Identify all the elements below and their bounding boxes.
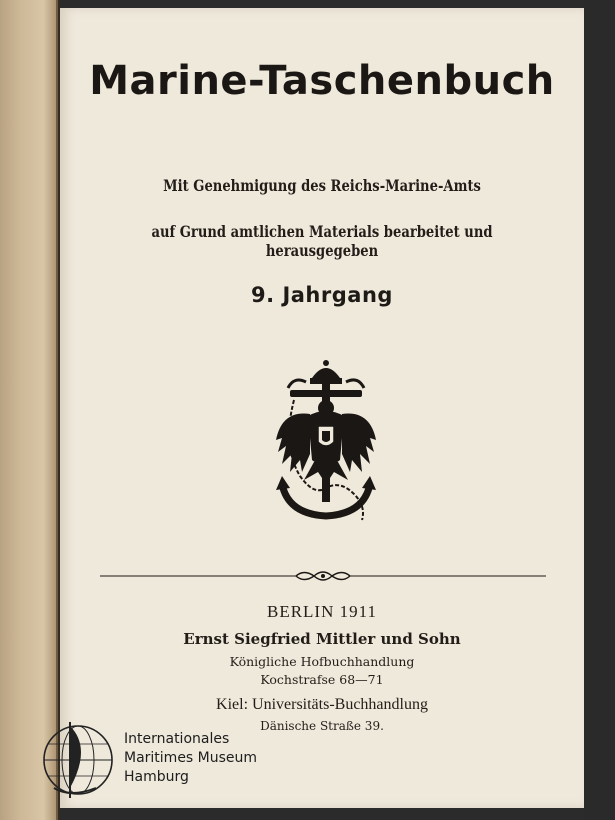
ornamental-divider	[100, 568, 546, 584]
museum-name-line-3: Hamburg	[124, 769, 189, 785]
place-and-year: BERLIN 1911	[266, 602, 377, 621]
subtitle-line-1: Mit Genehmigung des Reichs-Marine-Amts	[163, 176, 481, 195]
publisher-address: Kochstrafse 68—71	[260, 672, 384, 687]
kiel-bookshop: Kiel: Universitäts-Buchhandlung	[216, 696, 428, 713]
ship-globe-logo-icon	[40, 718, 118, 800]
book-title: Marine-Taschenbuch	[89, 58, 555, 104]
museum-name-line-1: Internationales	[124, 731, 230, 747]
kiel-address: Dänische Straße 39.	[260, 719, 384, 733]
imperial-eagle-anchor-icon	[274, 356, 378, 526]
background-edge	[584, 0, 615, 820]
publisher-title: Königliche Hofbuchhandlung	[229, 654, 415, 669]
title-page	[60, 8, 584, 808]
subtitle-line-2: auf Grund amtlichen Materials bearbeitet und herausgegeben	[151, 222, 493, 260]
museum-watermark	[124, 730, 257, 787]
museum-name-line-2: Maritimes Museum	[124, 750, 258, 766]
edition-label: 9. Jahrgang	[251, 283, 393, 307]
book-cover-edge	[0, 0, 58, 820]
publisher-name: Ernst Siegfried Mittler und Sohn	[183, 630, 461, 648]
